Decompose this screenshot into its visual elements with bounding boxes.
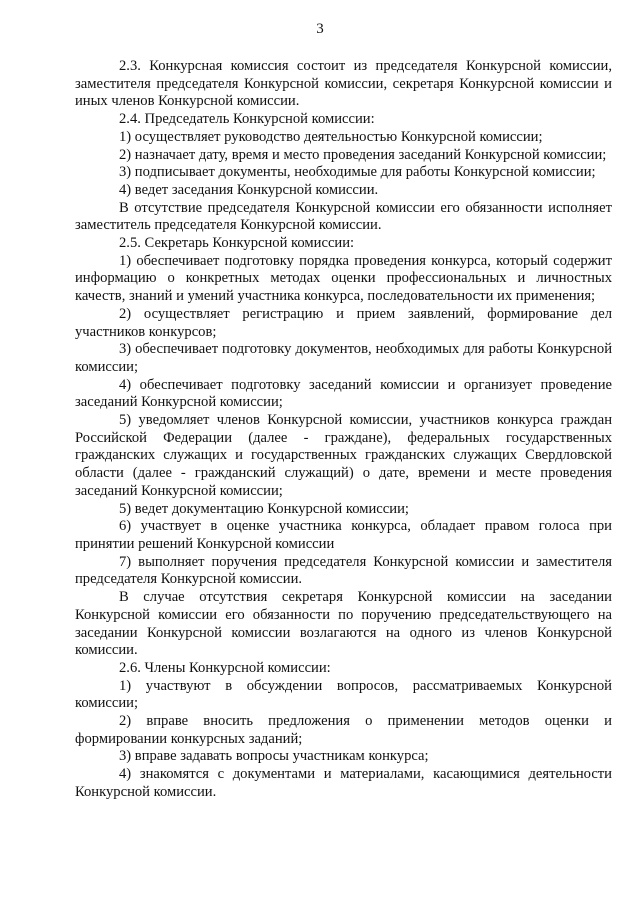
paragraph-2-5-item-2: 2) осуществляет регистрацию и прием заявлений, формирование дел участников конкурсов; [75, 305, 612, 340]
paragraph-2-5-item-4: 4) обеспечивает подготовку заседаний комиссии и организует проведение заседаний Конкурсной комиссии; [75, 376, 612, 411]
paragraph-2-4-item-3: 3) подписывает документы, необходимые для работы Конкурсной комиссии; [119, 164, 596, 181]
page-number: 3 [316, 21, 324, 37]
paragraph-2-4-item-4: 4) ведет заседания Конкурсной комиссии. [119, 181, 379, 198]
paragraph-2-4-item-1: 1) осуществляет руководство деятельностью Конкурсной комиссии; [119, 128, 543, 145]
paragraph-2-6-item-4: 4) знакомятся с документами и материалами, касающимися деятельности Конкурсной комиссии. [75, 766, 612, 800]
paragraph-2-6-heading: 2.6. Члены Конкурсной комиссии: [119, 659, 331, 676]
paragraph-2-5-item-5b: 5) ведет документацию Конкурсной комиссии; [119, 500, 409, 517]
paragraph-2-4-item-2: 2) назначает дату, время и место проведения заседаний Конкурсной комиссии; [119, 146, 607, 163]
paragraph-2-6-item-2: 2) вправе вносить предложения о применении методов оценки и формировании конкурсных заданий; [75, 713, 612, 747]
document-body [75, 58, 612, 802]
paragraph-2-4-heading: 2.4. Председатель Конкурсной комиссии: [119, 111, 375, 128]
paragraph-2-6-item-1: 1) участвуют в обсуждении вопросов, рассматриваемых Конкурсной комиссии; [75, 677, 612, 712]
paragraph-2-5-heading: 2.5. Секретарь Конкурсной комиссии: [119, 235, 355, 252]
paragraph-2-5-item-3: 3) обеспечивает подготовку документов, необходимых для работы Конкурсной комиссии; [75, 341, 612, 375]
paragraph-2-5-item-6: 6) участвует в оценке участника конкурса, обладает правом голоса при принятии решений Конкурсной комиссии [75, 518, 612, 552]
paragraph-2-3: 2.3. Конкурсная комиссия состоит из председателя Конкурсной комиссии, заместителя председателя Конкурсной комиссии, секретаря Конкурсной комиссии и иных членов Конкурсной комиссии. [75, 58, 612, 110]
paragraph-2-5-absence-note: В случае отсутствия секретаря Конкурсной комиссии на заседании Конкурсной комиссии его обязанности по поручению председательствующего на заседании Конкурсной комиссии возлагаются на одного из членов Конкурсной комиссии. [75, 589, 612, 659]
paragraph-2-5-item-1: 1) обеспечивает подготовку порядка проведения конкурса, который содержит информацию о конкретных методах оценки профессиональных и личностных качеств, знаний и умений участника конкурса, последовательности их применения; [75, 252, 612, 305]
paragraph-2-5-item-7: 7) выполняет поручения председателя Конкурсной комиссии и заместителя председателя Конкурсной комиссии. [75, 553, 612, 588]
paragraph-2-5-item-5a: 5) уведомляет членов Конкурсной комиссии, участников конкурса граждан Российской Федерации (далее - граждане), федеральных государственных гражданских служащих и государственных гражданских служащих Свердловской области (далее - гражданский служащий) о дате, времени и месте проведения заседаний Конкурсной комиссии; [75, 412, 612, 499]
paragraph-2-4-absence-note: В отсутствие председателя Конкурсной комиссии его обязанности исполняет заместитель председателя Конкурсной комиссии. [75, 199, 612, 234]
paragraph-2-6-item-3: 3) вправе задавать вопросы участникам конкурса; [119, 748, 429, 765]
